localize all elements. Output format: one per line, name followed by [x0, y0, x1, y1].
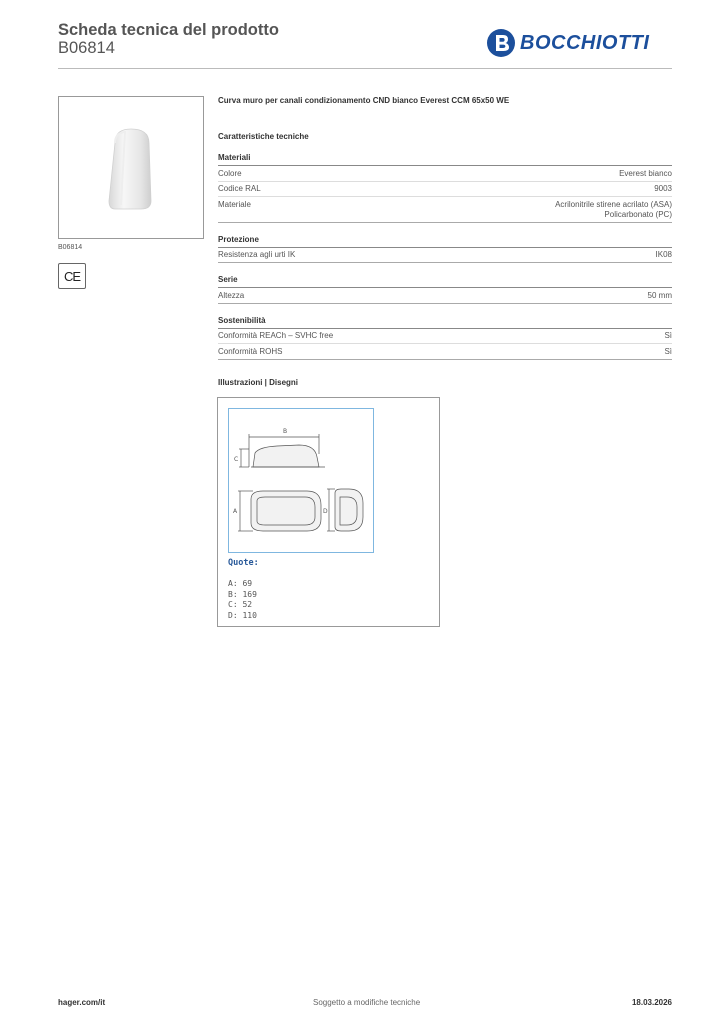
- quote-item: A: 69: [228, 579, 253, 588]
- specs-caption: Caratteristiche tecniche: [218, 132, 309, 141]
- brand-logo-icon: [486, 28, 516, 58]
- product-image-caption: B06814: [58, 244, 83, 251]
- spec-row: [218, 344, 672, 360]
- group-materiali: [218, 153, 672, 223]
- spec-label: Altezza: [218, 290, 245, 300]
- product-photo-icon: [101, 123, 161, 213]
- spec-value: 9003: [654, 184, 672, 193]
- illustrations-box: [217, 397, 440, 627]
- group-serie: [218, 275, 672, 304]
- footer-website-link[interactable]: hager.com/it: [58, 998, 106, 1007]
- spec-label: Conformità REACh – SVHC free: [218, 331, 334, 340]
- spec-row: [218, 329, 672, 345]
- brand-logo: [486, 28, 649, 58]
- group-title: Protezione: [218, 235, 672, 248]
- group-protezione: [218, 235, 672, 264]
- technical-drawing: [228, 408, 374, 553]
- illustrations-title: Illustrazioni | Disegni: [218, 378, 299, 387]
- spec-row: [218, 166, 672, 182]
- spec-label: Colore: [218, 168, 242, 178]
- specs-section: [218, 96, 672, 360]
- product-image: [58, 96, 204, 239]
- ce-mark-icon: CE: [58, 263, 86, 289]
- group-title: Sostenibilità: [218, 316, 672, 329]
- spec-value: Sì: [664, 346, 672, 356]
- technical-drawing-icon: [229, 409, 372, 551]
- spec-value: [555, 200, 672, 220]
- page-title: Scheda tecnica del prodotto: [58, 21, 279, 39]
- footer-date: 18.03.2026: [631, 998, 672, 1007]
- spec-value-line: Acrilonitrile stirene acrilato (ASA): [555, 199, 672, 209]
- spec-row: [218, 288, 672, 304]
- spec-value: Sì: [664, 331, 672, 340]
- dim-label-d: D: [323, 508, 328, 515]
- brand-name: BOCCHIOTTI: [520, 31, 650, 54]
- group-title: Serie: [218, 275, 672, 288]
- header-divider: [58, 68, 672, 69]
- spec-label: Materiale: [218, 199, 251, 209]
- spec-value-line: Policarbonato (PC): [604, 209, 672, 219]
- spec-value: 50 mm: [647, 290, 672, 300]
- product-code: B06814: [58, 39, 115, 57]
- dim-label-a: A: [233, 508, 238, 515]
- spec-row: [218, 197, 672, 223]
- quote-item: B: 169: [228, 589, 257, 599]
- product-title: Curva muro per canali condizionamento CND bianco Everest CCM 65x50 WE: [218, 96, 510, 105]
- quote-item: D: 110: [228, 610, 257, 620]
- dim-label-b: B: [283, 428, 288, 435]
- quotes-title: Quote:: [228, 558, 259, 568]
- spec-label: Codice RAL: [218, 184, 261, 193]
- quote-item: C: 52: [228, 600, 253, 609]
- quotes-list: [228, 579, 257, 621]
- spec-value: IK08: [655, 250, 672, 259]
- group-sostenibilita: [218, 316, 672, 360]
- group-title: Materiali: [218, 153, 672, 166]
- spec-value: Everest bianco: [619, 168, 672, 178]
- spec-label: Conformità ROHS: [218, 346, 283, 356]
- spec-row: [218, 248, 672, 264]
- spec-row: [218, 182, 672, 198]
- dim-label-c: C: [234, 456, 239, 463]
- footer-note: Soggetto a modifiche tecniche: [313, 998, 421, 1007]
- spec-label: Resistenza agli urti IK: [218, 250, 296, 259]
